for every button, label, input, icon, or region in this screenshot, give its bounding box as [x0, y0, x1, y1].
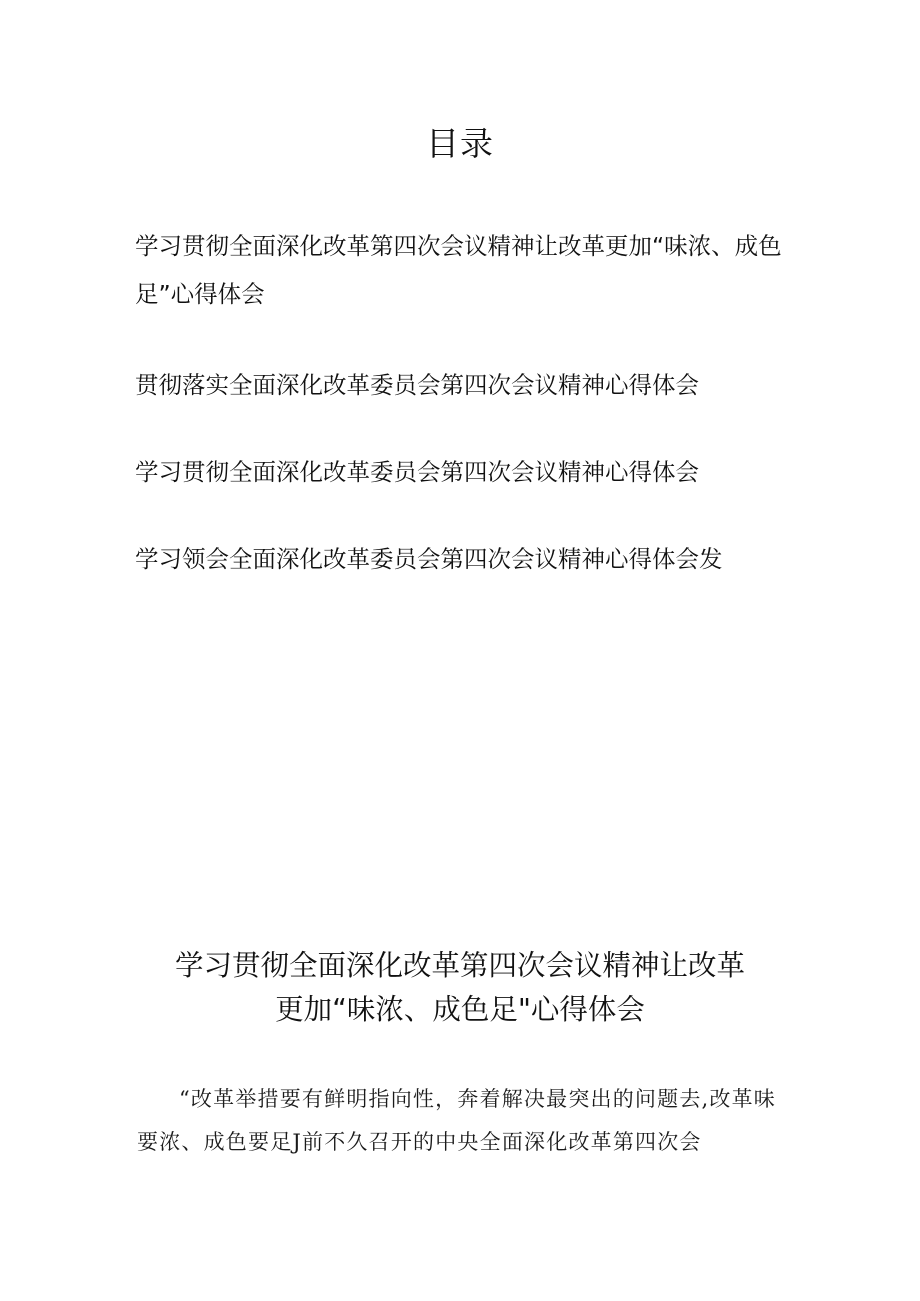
- toc-item[interactable]: 贯彻落实全面深化改革委员会第四次会议精神心得体会: [135, 371, 699, 399]
- article-title: [0, 944, 920, 1032]
- toc-item[interactable]: 学习贯彻全面深化改革第四次会议精神让改革更加“味浓、成色足”心得体会: [135, 232, 782, 308]
- article-title-line-1: 学习贯彻全面深化改革第四次会议精神让改革: [174, 949, 745, 982]
- toc-item[interactable]: 学习领会全面深化改革委员会第四次会议精神心得体会发: [135, 545, 723, 573]
- toc-item[interactable]: 学习贯彻全面深化改革委员会第四次会议精神心得体会: [135, 458, 699, 486]
- toc-title: 目录: [426, 124, 494, 163]
- article-title-line-2: 更加“味浓、成色足"心得体会: [275, 993, 645, 1026]
- toc-list: [135, 222, 795, 583]
- article-body-paragraph: “改革举措要有鲜明指向性，奔着解决最突出的问题去,改革味要浓、成色要足J前不久召开的中央全面深化改革第四次会: [137, 1087, 777, 1154]
